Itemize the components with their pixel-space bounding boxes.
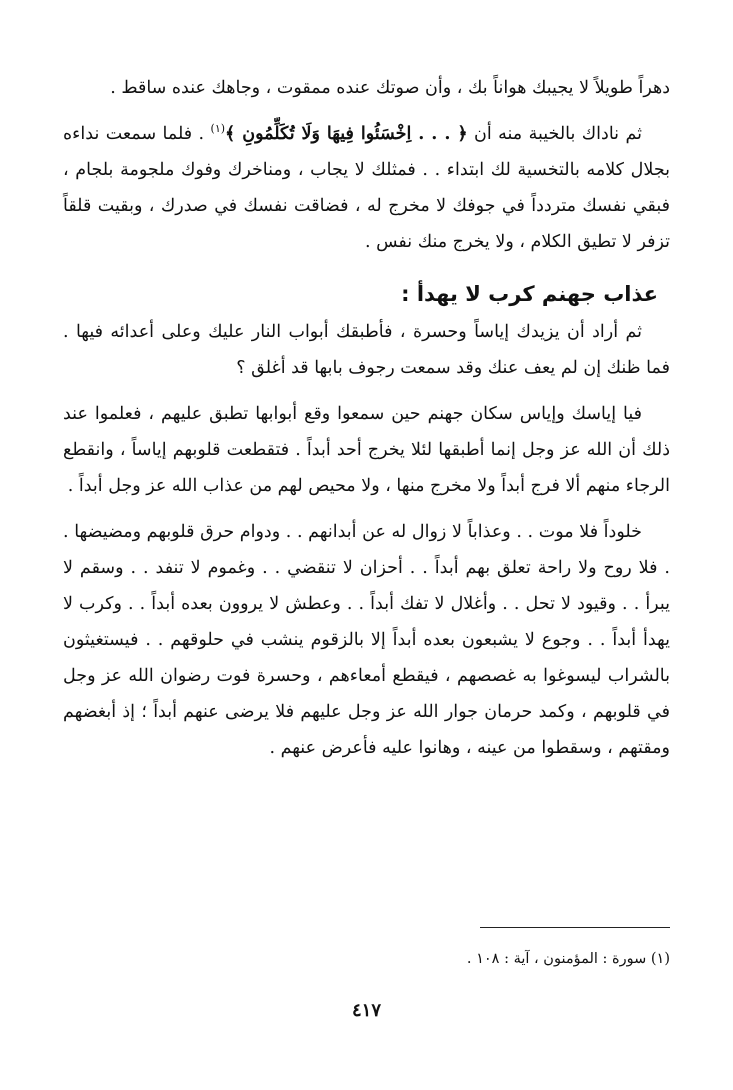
footnote: (١) سورة : المؤمنون ، آية : ١٠٨ . (466, 951, 670, 967)
page-body (63, 70, 670, 766)
paragraph-3: ثم أراد أن يزيدك إياساً وحسرة ، فأطبقك أبواب النار عليك وعلى أعدائه فيها . فما ظنك إن لم يعف عنك وقد سمعت رجوف بابها قد أغلق ؟ (63, 322, 670, 378)
paragraph-5: خلوداً فلا موت . . وعذاباً لا زوال له عن أبدانهم . . ودوام حرق قلوبهم ومضيضها . . فلا روح ولا راحة تعلق بهم أبداً . . أحزان لا تنقضي . . وغموم لا تنفد . . وسقم لا يبرأ . . وقيود لا تحل . . وأغلال لا تفك أبداً . . وعطش لا يروون بعده أبداً . . وكرب لا يهدأ أبداً . . وجوع لا يشبعون بعده أبداً إلا بالزقوم ينشب في حلوقهم . . فيستغيثون بالشراب ليسوغوا به غصصهم ، فيقطع أمعاءهم ، وحسرة فوت رضوان الله عز وجل في قلوبهم ، وكمد حرمان جوار الله عز وجل عليهم فلا يرضى عنهم أبداً ؛ إذ أبغضهم ومقتهم ، وسقطوا من عينه ، وهانوا عليه فأعرض عنهم . (63, 522, 670, 758)
paragraph-4: فيا إياسك وإياس سكان جهنم حين سمعوا وقع أبوابها تطبق عليهم ، فعلموا عند ذلك أن الله عز وجل إنما أطبقها لئلا يخرج أحد أبداً . فتقطعت قلوبهم إياساً ، وانقطع الرجاء منهم ألا فرج أبداً ولا مخرج منها ، ولا محيص لهم من عذاب الله عز وجل أبداً . (63, 404, 670, 496)
paragraph-1: دهراً طويلاً لا يجيبك هواناً بك ، وأن صوتك عنده ممقوت ، وجاهك عنده ساقط . (110, 78, 670, 98)
paragraph-2 (63, 116, 670, 260)
page-number: ٤١٧ (351, 1000, 381, 1021)
paragraph-2-rest: . فلما سمعت نداءه بجلال كلامه بالتخسية لك ابتداء . . فمثلك لا يجاب ، ومناخرك وفوك ملجومة بلجام ، فبقي نفسك متردداً في جوفك لا مخرج له ، فضاقت نفسك في صدرك ، وبقيت قلقاً تزفر لا تطيق الكلام ، ولا يخرج منك نفس . (63, 124, 670, 252)
paragraph-2-intro: ثم ناداك بالخيبة منه أن (474, 124, 642, 144)
footnote-reference: (١) (210, 122, 226, 136)
section-heading: عذاب جهنم كرب لا يهدأ : (401, 282, 658, 306)
footnote-divider (480, 927, 670, 928)
quran-verse: ﴿ . . . اِخْسَئُوا فِيهَا وَلَا تُكَلِّمُونِ ﴾ (225, 124, 468, 144)
